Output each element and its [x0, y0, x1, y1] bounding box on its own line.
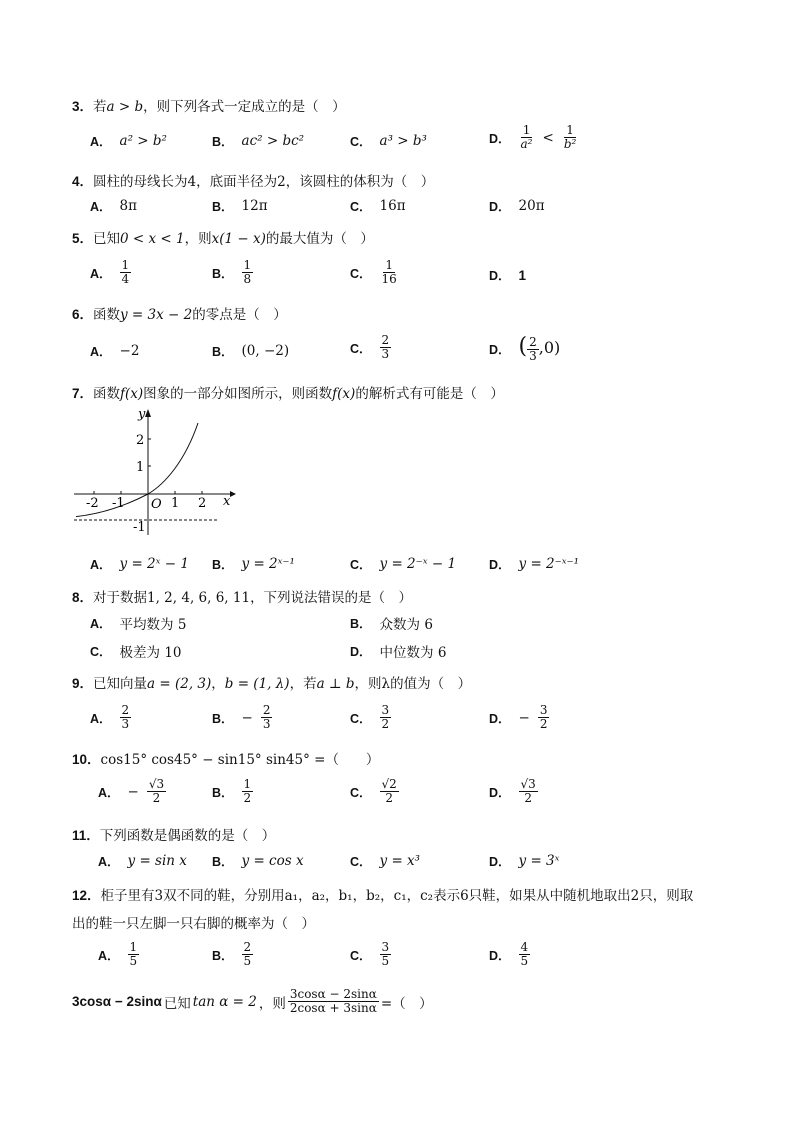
q10-option-c[interactable]: C． $\frac{√2}{2}$ — [350, 777, 397, 805]
q6-option-a[interactable]: A． −2 — [90, 343, 140, 359]
question-9-stem: 9．已知向量a = (2, 3)，b = (1, λ)，若a ⊥ b，则λ的值为（ ） — [72, 676, 472, 692]
q3-option-b[interactable]: B． ac² > bc² — [212, 133, 305, 149]
q6-option-c[interactable]: C． $\frac{2}{3}$ — [350, 333, 390, 361]
q3-option-a[interactable]: A． a² > b² — [90, 133, 167, 149]
q7-option-d[interactable]: D． y = 2⁻ˣ⁻¹ — [489, 556, 580, 572]
question-8-stem: 8．对于数据1, 2, 4, 6, 6, 11，下列说法错误的是（ ） — [72, 590, 413, 606]
function-graph — [70, 405, 240, 540]
y-axis-arrow — [145, 409, 151, 417]
q10-option-b[interactable]: B． $\frac{1}{2}$ — [212, 777, 252, 805]
q3-option-d[interactable]: D． $\frac{1}{\text{a²}}$ < $\frac{1}{\text{b²}}$ — [489, 123, 577, 151]
q10-option-d[interactable]: D． $\frac{√3}{2}$ — [489, 777, 536, 805]
q12-option-b[interactable]: B． $\frac{2}{5}$ — [212, 940, 252, 968]
q4-option-d[interactable]: D． 20π — [489, 198, 545, 214]
q6-option-d[interactable]: D． ( $\frac{2}{3}$ ,0) — [489, 334, 561, 363]
q11-option-d[interactable]: D． y = 3ˣ — [489, 853, 560, 869]
x-tick-label: 1 — [171, 496, 180, 511]
x-axis-label: x — [223, 494, 231, 509]
q12-option-d[interactable]: D． $\frac{4}{5}$ — [489, 940, 529, 968]
question-13-stem: 3cosα − 2sinα 已知 tan α = 2 ，则 $\frac{3\cos\alpha - 2\sin\alpha}{2\cos\alpha + 3\sin\alpha}$ =（ ） — [72, 987, 433, 1015]
x-tick-label: 2 — [198, 496, 207, 511]
q9-option-c[interactable]: C． $\frac{3}{2}$ — [350, 703, 390, 731]
q5-option-d[interactable]: D． 1 — [489, 267, 527, 283]
y-tick-label: 2 — [136, 433, 145, 448]
q9-option-a[interactable]: A． $\frac{2}{3}$ — [90, 703, 130, 731]
q8-option-d[interactable]: D． 中位数为 6 — [350, 645, 447, 661]
q7-option-a[interactable]: A． y = 2ˣ − 1 — [90, 556, 189, 572]
q8-option-c[interactable]: C． 极差为 10 — [90, 645, 182, 661]
x-tick-label: -2 — [86, 496, 99, 511]
y-tick-label: 1 — [136, 460, 145, 475]
x-tick-label: -1 — [112, 496, 125, 511]
question-7-stem: 7．函数f(x)图象的一部分如图所示，则函数f(x)的解析式有可能是（ ） — [72, 386, 504, 402]
q5-option-c[interactable]: C． $\frac{1}{16}$ — [350, 258, 397, 286]
question-4-stem: 4．圆柱的母线长为4，底面半径为2，该圆柱的体积为（ ） — [72, 174, 435, 190]
q5-option-a[interactable]: A． $\frac{1}{4}$ — [90, 258, 130, 286]
q9-option-b[interactable]: B． − $\frac{2}{3}$ — [212, 703, 271, 731]
q11-option-b[interactable]: B． y = cos x — [212, 853, 304, 869]
q7-option-b[interactable]: B． y = 2ˣ⁻¹ — [212, 556, 295, 572]
question-6-stem: 6．函数y = 3x − 2的零点是（ ） — [72, 307, 287, 323]
q11-option-a[interactable]: A． y = sin x — [98, 853, 187, 869]
q4-option-c[interactable]: C． 16π — [350, 198, 406, 214]
q12-option-a[interactable]: A． $\frac{1}{5}$ — [98, 940, 138, 968]
question-3-stem: 3．若a > b，则下列各式一定成立的是（ ） — [72, 99, 346, 115]
q7-option-c[interactable]: C． y = 2⁻ˣ − 1 — [350, 556, 457, 572]
y-tick-label: -1 — [133, 520, 146, 535]
x-axis-arrow — [230, 491, 236, 497]
origin-label: O — [151, 497, 162, 512]
question-10-stem: 10．cos15° cos45° − sin15° sin45° =（ ） — [72, 752, 380, 768]
q3-option-c[interactable]: C． a³ > b³ — [350, 133, 427, 149]
q6-option-b[interactable]: B． (0, −2) — [212, 343, 290, 359]
y-axis-label: y — [138, 407, 146, 422]
q8-option-b[interactable]: B． 众数为 6 — [350, 617, 433, 633]
q12-option-c[interactable]: C． $\frac{3}{5}$ — [350, 940, 390, 968]
question-11-stem: 11．下列函数是偶函数的是（ ） — [72, 828, 276, 844]
q10-option-a[interactable]: A． − $\frac{√3}{2}$ — [98, 777, 165, 805]
q4-option-b[interactable]: B． 12π — [212, 198, 268, 214]
question-12-stem: 12．柜子里有3双不同的鞋，分别用a₁，a₂，b₁，b₂，c₁，c₂表示6只鞋，如果从中随机地取出2只，则取 — [72, 888, 694, 904]
q4-option-a[interactable]: A． 8π — [90, 198, 137, 214]
q11-option-c[interactable]: C． y = x³ — [350, 853, 421, 869]
question-12-stem-cont: 出的鞋一只左脚一只右脚的概率为（ ） — [72, 916, 315, 932]
q8-option-a[interactable]: A． 平均数为 5 — [90, 617, 187, 633]
q9-option-d[interactable]: D． − $\frac{3}{2}$ — [489, 703, 548, 731]
q5-option-b[interactable]: B． $\frac{1}{8}$ — [212, 258, 252, 286]
question-5-stem: 5．已知0 < x < 1，则x(1 − x)的最大值为（ ） — [72, 231, 374, 247]
